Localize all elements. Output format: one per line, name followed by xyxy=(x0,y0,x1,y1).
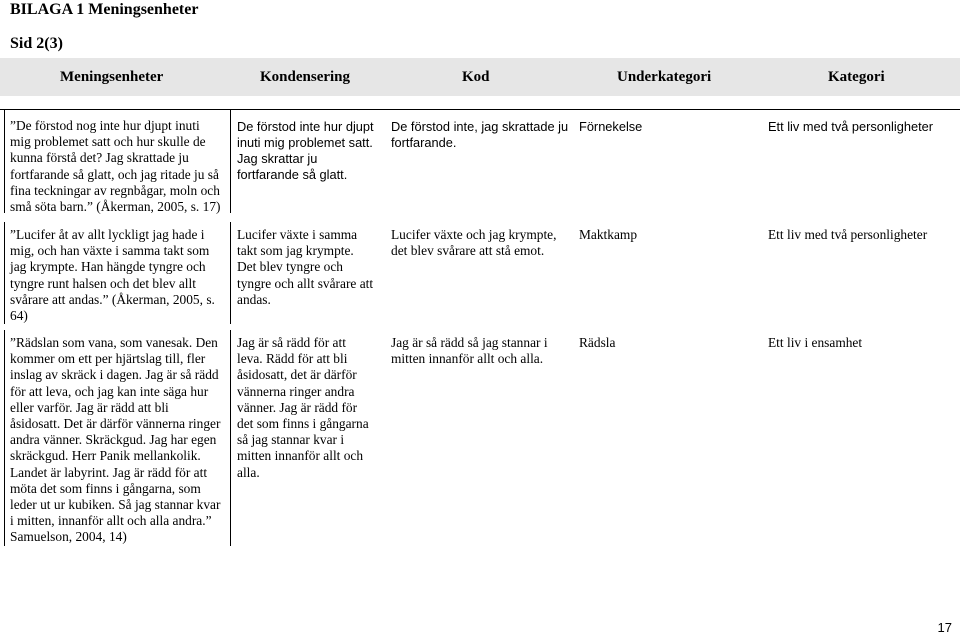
row3-underkategori: Rädsla xyxy=(579,335,616,350)
row1-kondensering: De förstod inte hur djupt inuti mig problemet satt. Jag skrattar ju fortfarande så glatt. xyxy=(237,119,374,182)
row-border-mid xyxy=(230,330,231,546)
row2-kod: Lucifer växte och jag krympte, det blev svårare att stå emot. xyxy=(391,227,557,259)
header-underkategori: Underkategori xyxy=(617,69,712,85)
table-header-row xyxy=(0,58,960,96)
row3-kategori: Ett liv i ensamhet xyxy=(768,335,863,350)
row-border-mid xyxy=(230,110,231,213)
row-border-mid xyxy=(230,222,231,324)
page-number: 17 xyxy=(937,620,952,635)
row-border-left xyxy=(4,330,5,546)
header-meningsenheter: Meningsenheter xyxy=(60,69,164,85)
row1-kategori: Ett liv med två personligheter xyxy=(768,119,934,134)
header-kod: Kod xyxy=(462,69,490,85)
row1-underkategori: Förnekelse xyxy=(579,119,643,134)
page-subtitle: Sid 2(3) xyxy=(10,35,63,52)
row2-kondensering: Lucifer växte i samma takt som jag krympte. Det blev tyngre och tyngre och allt svårare att andas. xyxy=(237,227,374,307)
row3-kondensering: Jag är så rädd för att leva. Rädd för att bli åsidosatt, det är därför vännerna ringer andra vänner. Jag är rädd för det som finns i gångarna så jag stannar kvar i mitten innanför allt och alla. xyxy=(237,335,369,480)
row3-meningsenhet: ”Rädslan som vana, som vanesak. Den kommer om ett per hjärtslag till, fler inslag av skräck i dagen. Jag är så rädd för att leva, och jag kan inte säga hur eller varför. Jag är rädd att bli åsidosatt. Det är därför vännerna ringer andra vänner. Skräckgud. Jag har egen skräckgud. Herr Panik mellankolik. Landet är labyrint. Jag är rädd för att möta det som finns i gångarna, som leder ut ur kubiken. Så jag stannar kvar i mitten, innanför allt och alla andra.” Samuelson, 2004, 14) xyxy=(10,335,221,545)
row3-kod: Jag är så rädd så jag stannar i mitten innanför allt och alla. xyxy=(391,335,548,367)
header-kondensering: Kondensering xyxy=(260,69,351,85)
row-border-left xyxy=(4,222,5,324)
table-divider xyxy=(0,109,960,110)
header-kategori: Kategori xyxy=(828,69,885,85)
row2-kategori: Ett liv med två personligheter xyxy=(768,227,928,242)
document-title: BILAGA 1 Meningsenheter xyxy=(10,1,199,18)
row1-kod: De förstod inte, jag skrattade ju fortfarande. xyxy=(391,119,569,150)
row2-meningsenhet: ”Lucifer åt av allt lyckligt jag hade i mig, och han växte i samma takt som jag krympte. Han hängde tyngre och tyngre runt halsen och det blev allt svårare att andas.” (Åkerman, 2005, s. 64) xyxy=(10,227,215,324)
row-border-left xyxy=(4,110,5,213)
row1-meningsenhet: ”De förstod nog inte hur djupt inuti mig problemet satt och hur skulle de kunna förstå det? Jag skrattade ju fortfarande så glatt, och jag ritade ju så fina teckningar av regnbågar, moln och små söta barn.” (Åkerman, 2005, s. 17) xyxy=(10,118,221,215)
row2-underkategori: Maktkamp xyxy=(579,227,638,242)
